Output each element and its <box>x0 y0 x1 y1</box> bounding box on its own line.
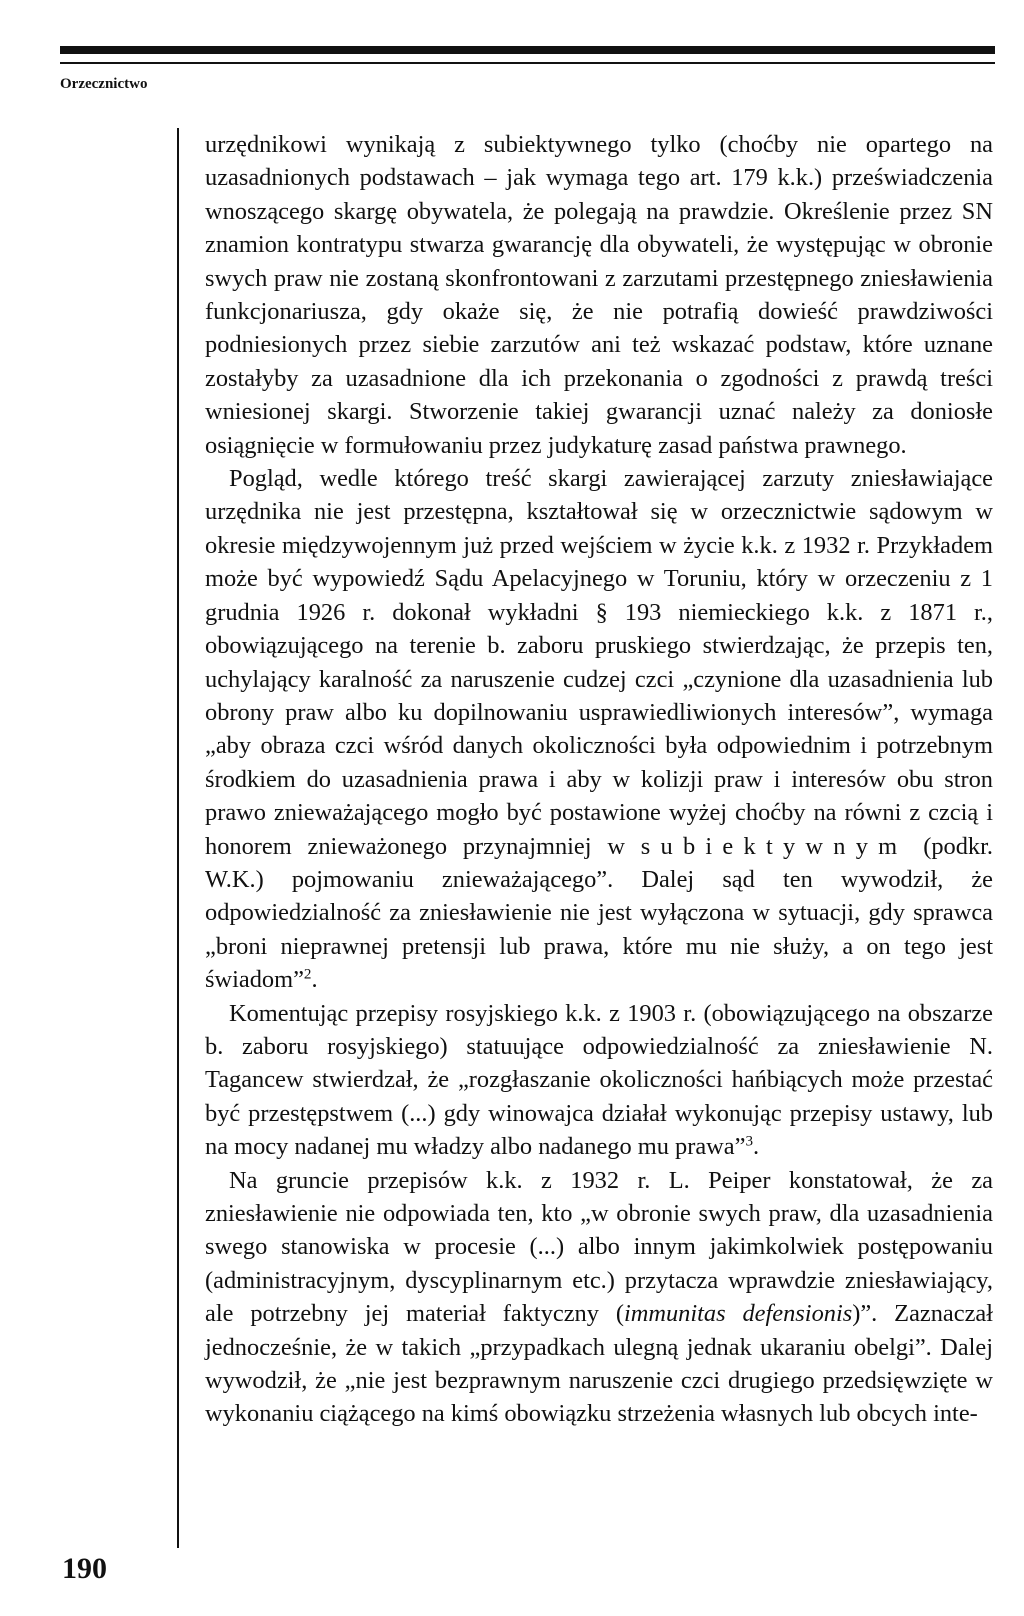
paragraph-2-text-b: (podkr. W.K.) pojmowaniu znieważającego”. Dalej sąd ten wywodził, że odpowiedzialność za zniesławienie nie jest wyłączona w sytuacji, gdy sprawca „broni nieprawnej pretensji lub prawa, które mu nie służy, a on tego jest świadom” <box>205 832 993 994</box>
footnote-ref-2: 2 <box>303 966 312 983</box>
header-rule-thick <box>60 46 995 54</box>
paragraph-2 <box>205 462 993 997</box>
paragraph-4-text-a: Na gruncie przepisów k.k. z 1932 r. L. Peiper konstatował, że za zniesławienie nie odpowiada ten, kto „w obronie swych praw, dla uzasadnienia swego stanowiska w procesie (...) albo innym jakimkolwiek postępowaniu (administracyjnym, dyscyplinarnym etc.) przytacza wprawdzie zniesławiający, ale potrzebny jej materiał faktyczny ( <box>205 1166 993 1328</box>
spaced-emphasis: subiektywnym <box>640 832 908 860</box>
running-head: Orzecznictwo <box>60 76 148 92</box>
page-number: 190 <box>62 1552 107 1585</box>
paragraph-2-end: . <box>311 966 318 994</box>
header-rule-thin <box>60 62 995 64</box>
paragraph-3-text: Komentując przepisy rosyjskiego k.k. z 1903 r. (obowiązującego na obszarze b. zaboru rosyjskiego) statuujące odpowiedzialność za zniesławienie N. Tagancew stwierdzał, że „rozgłaszanie okoliczności hańbiących może przestać być przestępstwem (...) gdy winowajca działał wykonując przepisy ustawy, lub na mocy nadanej mu władzy albo nadanego mu prawa” <box>205 999 993 1161</box>
body-text <box>205 128 993 1431</box>
footnote-ref-3: 3 <box>745 1133 754 1150</box>
paragraph-3-end: . <box>753 1133 760 1161</box>
paragraph-2-text-a: Pogląd, wedle którego treść skargi zawierającej zarzuty zniesławiające urzędnika nie jest przestępna, kształtował się w orzecznictwie sądowym w okresie międzywojennym już przed wejściem w życie k.k. z 1932 r. Przykładem może być wypowiedź Sądu Apelacyjnego w Toruniu, który w orzeczeniu z 1 grudnia 1926 r. dokonał wykładni § 193 niemieckiego k.k. z 1871 r., obowiązującego na terenie b. zaboru pruskiego stwierdzając, że przepis ten, uchylający karalność za naruszenie cudzej czci „czynione dla uzasadnienia lub obrony praw albo ku dopilnowaniu usprawiedliwionych interesów”, wymaga „aby obraza czci wśród danych okoliczności była odpowiednim i potrzebnym środkiem do uzasadnienia prawa i aby w kolizji praw i interesów obu stron prawo znieważającego mogło być postawione wyżej choćby na równi z czcią i honorem znieważonego przynajmniej w <box>205 465 993 860</box>
paragraph-4 <box>205 1164 993 1431</box>
italic-term: immunitas defensionis <box>623 1300 853 1328</box>
paragraph-1: urzędnikowi wynikają z subiektywnego tylko (choćby nie opartego na uzasadnionych podstawach – jak wymaga tego art. 179 k.k.) przeświadczenia wnoszącego skargę obywatela, że polegają na prawdzie. Określenie przez SN znamion kontratypu stwarza gwarancję dla obywateli, że występując w obronie swych praw nie zostaną skonfrontowani z zarzutami przestępnego zniesławienia funkcjonariusza, gdy okaże się, że nie potrafią dowieść prawdziwości podniesionych przez siebie zarzutów ani też wskazać podstaw, które uznane zostałyby za uzasadnione dla ich przekonania o zgodności z prawdą treści wniesionej skargi. Stworzenie takiej gwarancji uznać należy za doniosłe osiągnięcie w formułowaniu przez judykaturę zasad państwa prawnego. <box>205 131 993 459</box>
paragraph-3 <box>205 997 993 1164</box>
margin-rule <box>177 128 179 1548</box>
paragraph-4-text-b: )”. Zaznaczał jednocześnie, że w takich „przypadkach ulegną jednak ukaraniu obelgi”. Dalej wywodził, że „nie jest bezprawnym naruszenie czci drugiego przedsięwzięte w wykonaniu ciążącego na kimś obowiązku strzeżenia własnych lub obcych inte- <box>205 1300 993 1428</box>
